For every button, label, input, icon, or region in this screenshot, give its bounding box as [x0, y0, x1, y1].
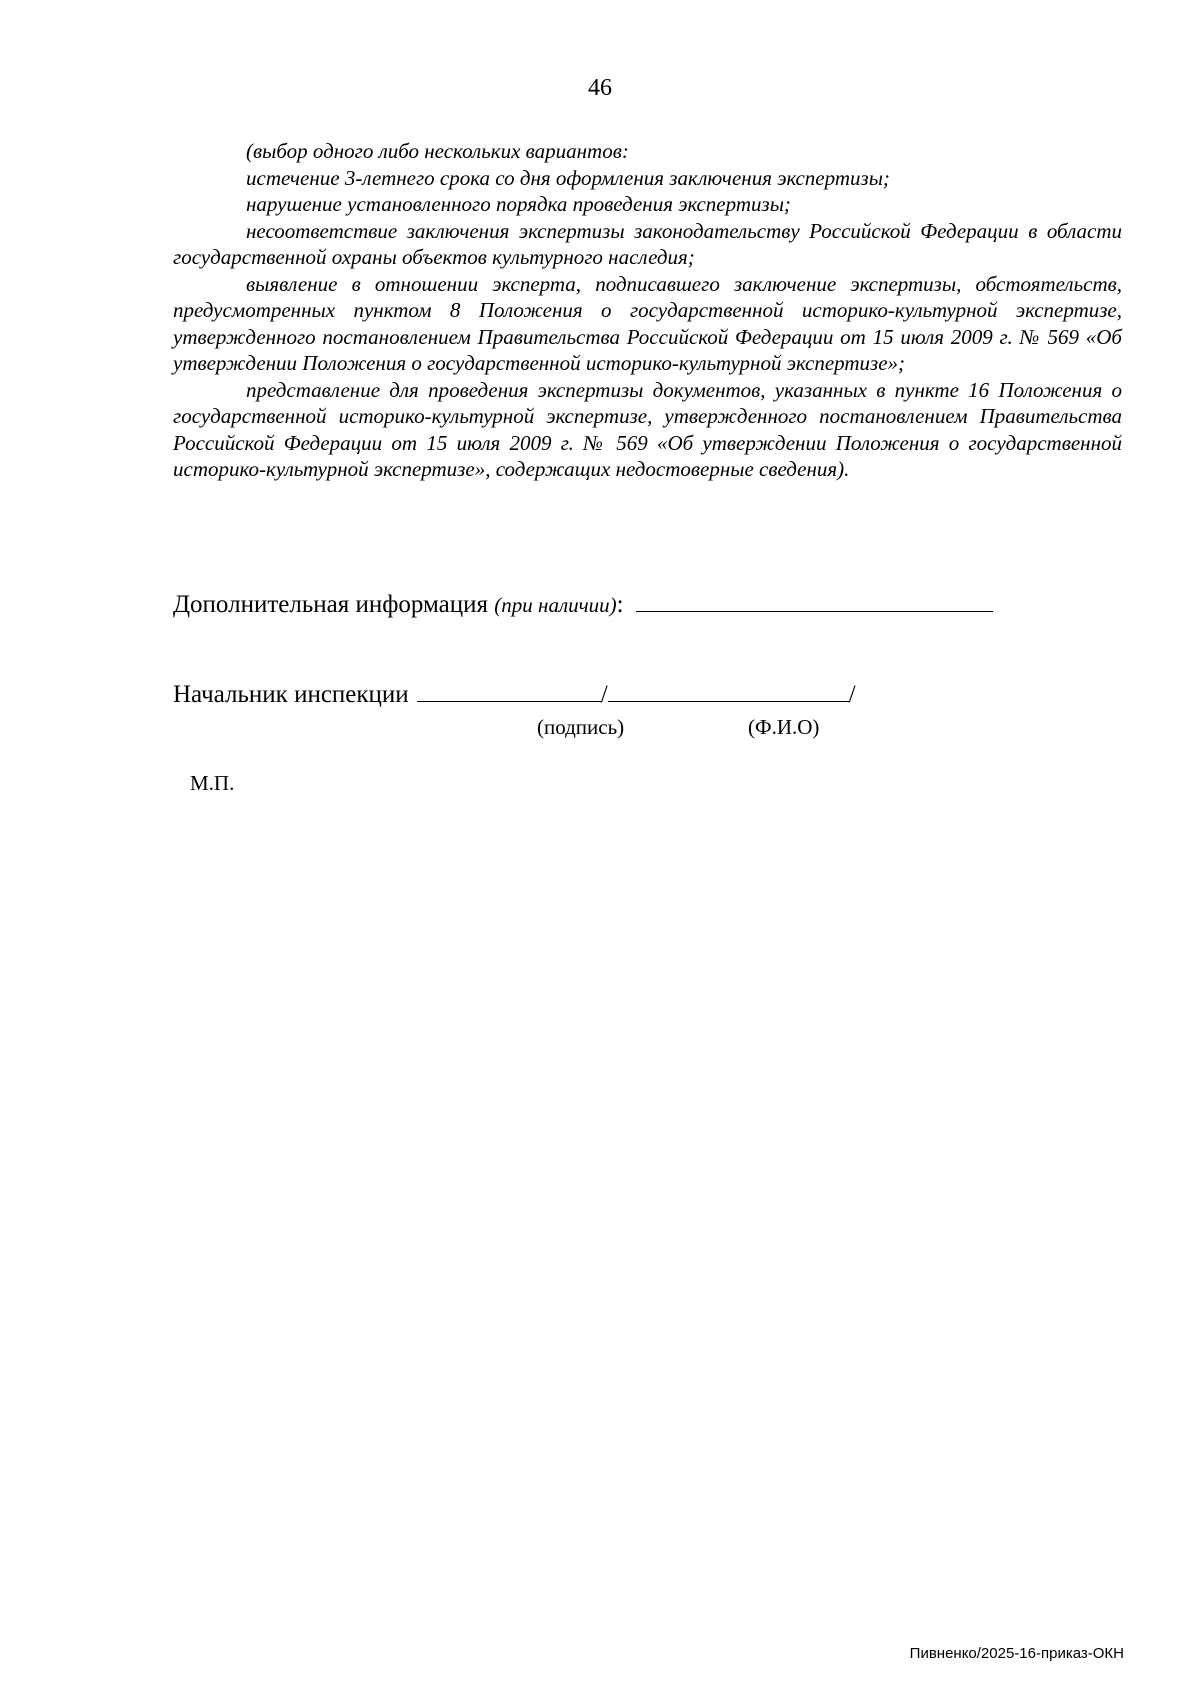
paragraph-options-intro: (выбор одного либо нескольких вариантов:	[246, 139, 629, 163]
signature-separator: /	[600, 681, 608, 708]
additional-info-row	[173, 590, 993, 620]
signature-row	[173, 679, 856, 710]
paragraph-option-expert-circumstances: выявление в отношении эксперта, подписавшего заключение экспертизы, обстоятельств, предусмотренных пунктом 8 Положения о государственной историко-культурной экспертизе, утвержденного постановлением Правительства Российской Федерации от 15 июля 2009 г. № 569 «Об утверждении Положения о государственной историко-культурной экспертизе»;	[173, 271, 1122, 375]
signature-line	[417, 679, 601, 702]
signatory-title: Начальник инспекции	[173, 681, 409, 708]
additional-info-label: Дополнительная информация	[173, 591, 495, 618]
additional-info-fill-line	[636, 591, 993, 612]
paragraph-option-false-documents: представление для проведения экспертизы документов, указанных в пункте 16 Положения о государственной историко-культурной экспертизе, утвержденного постановлением Правительства Российской Федерации от 15 июля 2009 г. № 569 «Об утверждении Положения о государственной историко-культурной экспертизе», содержащих недостоверные сведения).	[173, 377, 1122, 481]
signature-caption: (подпись)	[537, 715, 625, 739]
paragraph-option-term-expiry: истечение 3-летнего срока со дня оформления заключения экспертизы;	[246, 165, 890, 190]
paragraph-option-procedure-violation: нарушение установленного порядка проведения экспертизы;	[246, 192, 791, 216]
name-line	[608, 679, 849, 702]
page-number: 46	[588, 75, 612, 101]
document-footer-id: Пивненко/2025-16-приказ-ОКН	[909, 1645, 1124, 1662]
document-body	[173, 138, 1122, 483]
signature-end-slash: /	[848, 681, 856, 708]
stamp-place: М.П.	[190, 771, 235, 795]
additional-info-colon: :	[616, 591, 624, 618]
paragraph-option-law-inconsistency: несоответствие заключения экспертизы законодательству Российской Федерации в области государственной охраны объектов культурного наследия;	[173, 218, 1122, 269]
additional-info-note: (при наличии)	[494, 593, 617, 617]
name-caption: (Ф.И.О)	[748, 715, 820, 739]
